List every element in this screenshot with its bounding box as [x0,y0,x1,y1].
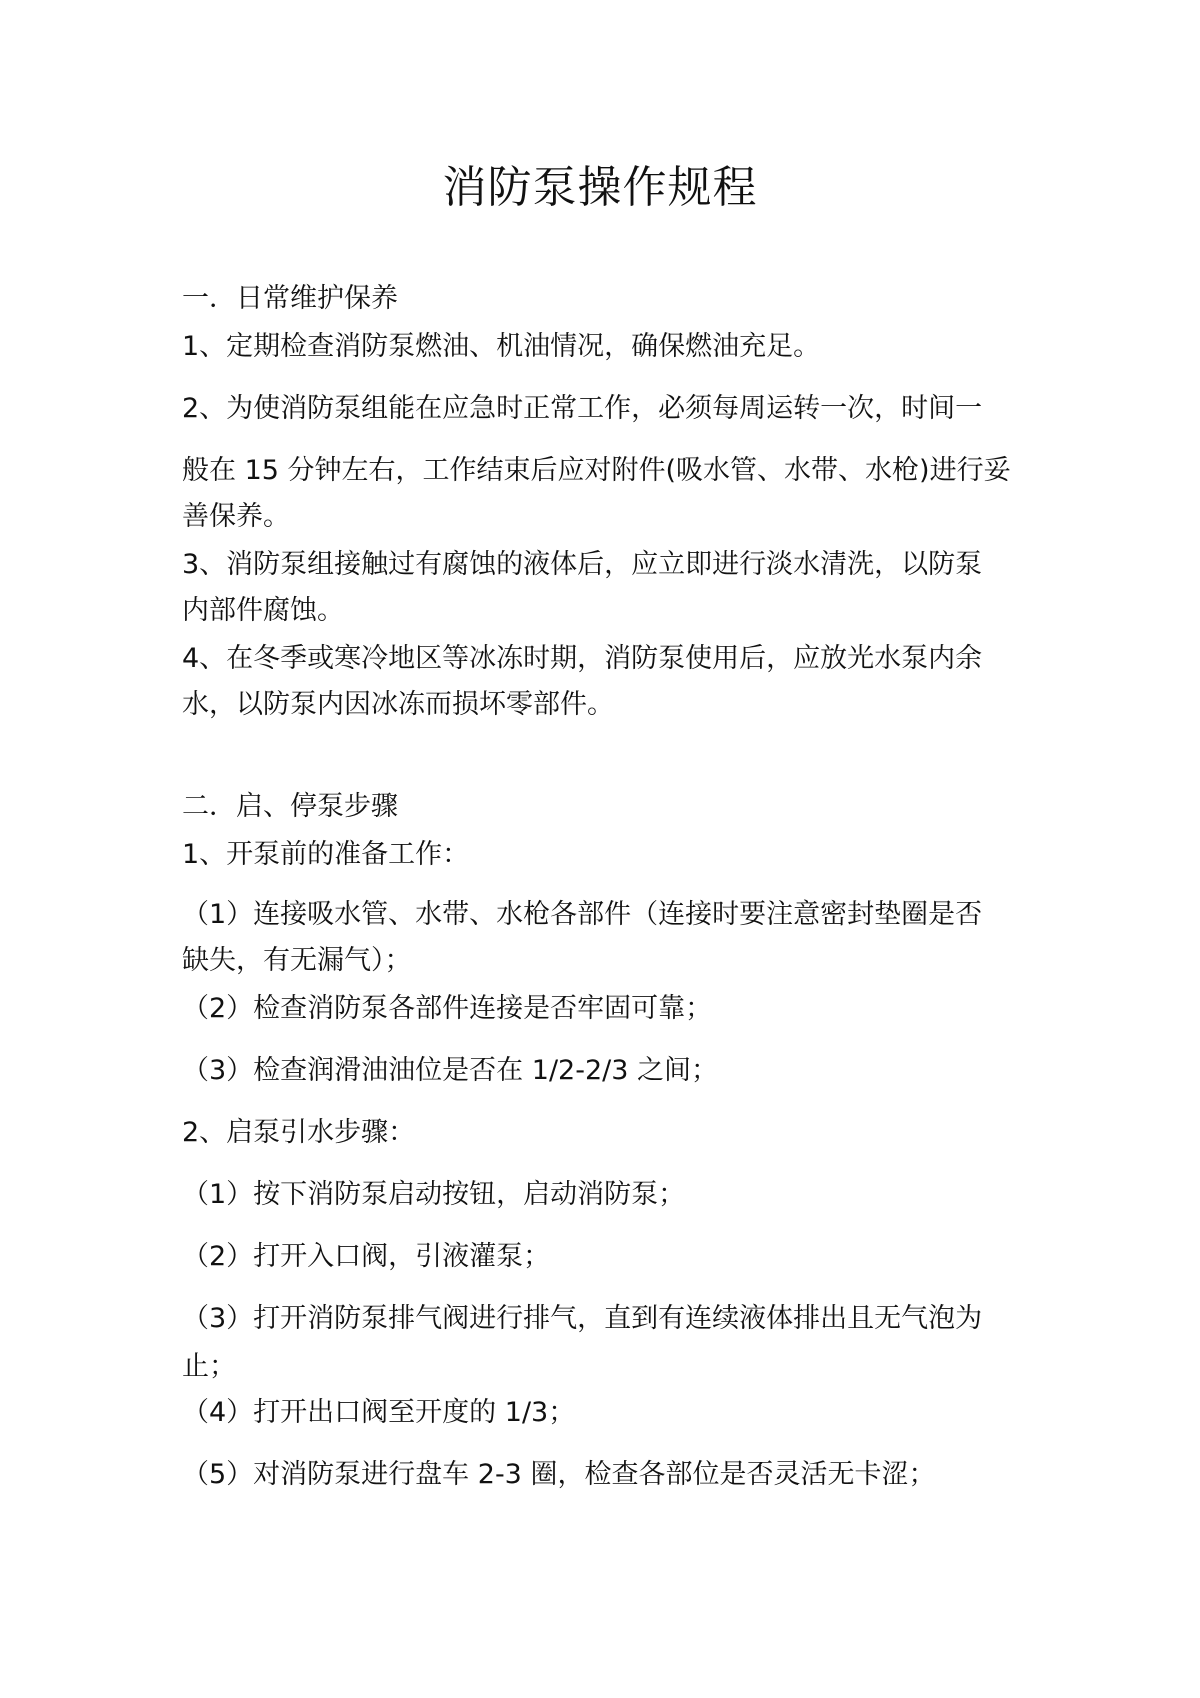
paragraph-line: （3）打开消防泵排气阀进行排气，直到有连续液体排出且无气泡为 [182,1303,983,1334]
paragraph-line: 缺失，有无漏气）； [182,945,412,976]
paragraph-line: 水，以防泵内因冰冻而损坏零部件。 [182,689,614,720]
paragraph-line: 善保养。 [182,501,290,532]
section-heading-maintenance: 一．日常维护保养 [182,283,398,314]
paragraph-line: （1）按下消防泵启动按钮，启动消防泵； [182,1179,686,1210]
section-heading-start-stop: 二．启、停泵步骤 [182,791,398,822]
paragraph-line: 4、在冬季或寒冷地区等冰冻时期，消防泵使用后，应放光水泵内余 [182,643,983,674]
paragraph-line: 2、为使消防泵组能在应急时正常工作，必须每周运转一次，时间一 [182,393,983,424]
paragraph-line: 2、启泵引水步骤： [182,1117,416,1148]
paragraph-line: 般在 15 分钟左右，工作结束后应对附件(吸水管、水带、水枪)进行妥 [182,455,1011,486]
paragraph-line: 止； [182,1351,236,1382]
document-title: 消防泵操作规程 [442,162,758,213]
paragraph-line: （2）检查消防泵各部件连接是否牢固可靠； [182,993,713,1024]
paragraph-line: （2）打开入口阀，引液灌泵； [182,1241,551,1272]
paragraph-line: （4）打开出口阀至开度的 1/3； [182,1397,576,1428]
paragraph-line: 3、消防泵组接触过有腐蚀的液体后，应立即进行淡水清洗，以防泵 [182,549,983,580]
paragraph-line: 1、定期检查消防泵燃油、机油情况，确保燃油充足。 [182,331,821,362]
paragraph-line: （5）对消防泵进行盘车 2-3 圈，检查各部位是否灵活无卡涩； [182,1459,936,1490]
paragraph-line: （3）检查润滑油油位是否在 1/2-2/3 之间； [182,1055,718,1086]
paragraph-line: 1、开泵前的准备工作： [182,839,470,870]
paragraph-line: （1）连接吸水管、水带、水枪各部件（连接时要注意密封垫圈是否 [182,899,983,930]
paragraph-line: 内部件腐蚀。 [182,595,344,626]
